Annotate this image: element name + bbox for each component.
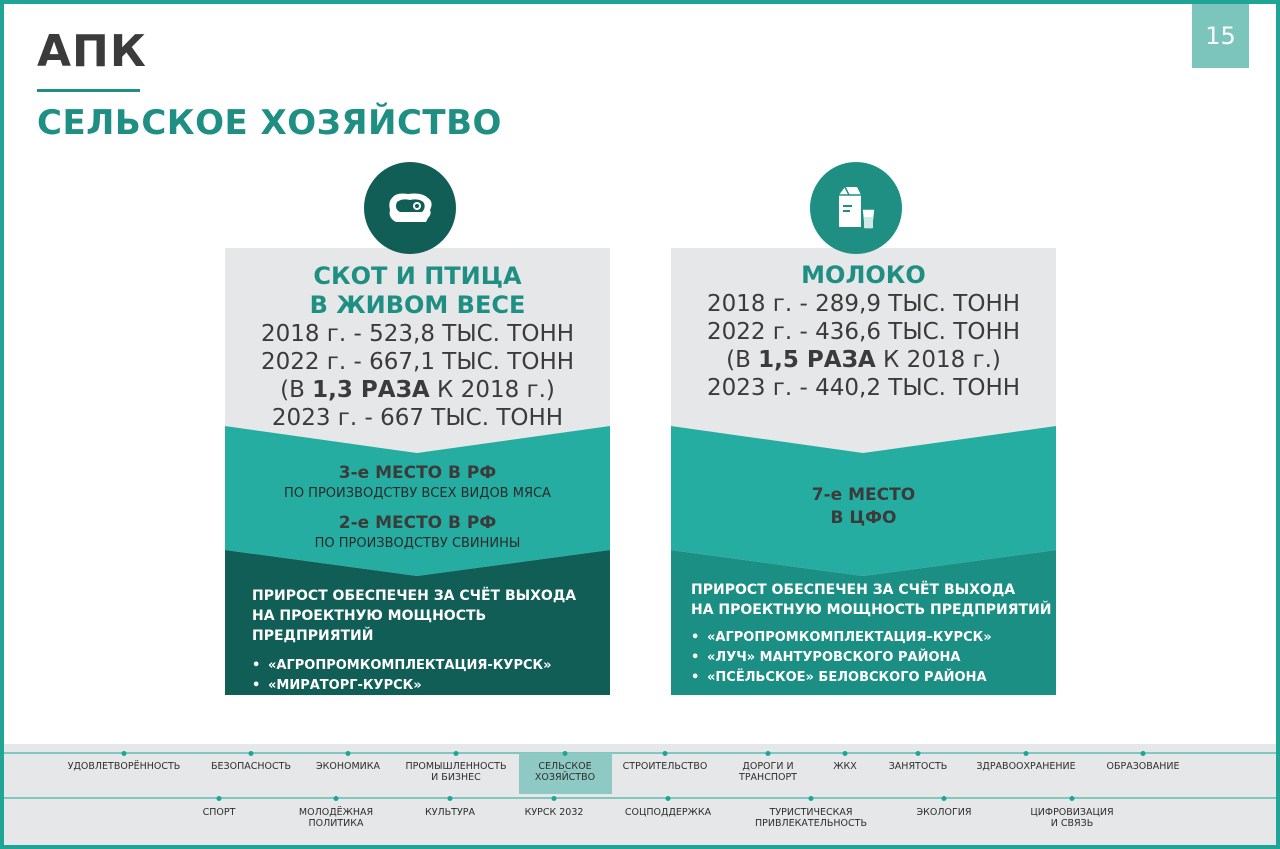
- nav-item[interactable]: [316, 761, 380, 772]
- nav-item-label: ПРОМЫШЛЕННОСТЬ: [405, 761, 507, 772]
- nav-marker-dot: [916, 751, 921, 756]
- livestock-2022: 2022 г. - 667,1 ТЫС. ТОНН: [260, 349, 575, 375]
- livestock-note-panel: [225, 550, 610, 695]
- nav-marker-dot: [663, 751, 668, 756]
- nav-item[interactable]: [425, 807, 475, 818]
- nav-item[interactable]: [889, 761, 948, 772]
- nav-item-label: СОЦПОДДЕРЖКА: [624, 807, 712, 818]
- nav-item[interactable]: [755, 807, 867, 829]
- nav-item[interactable]: [976, 761, 1075, 772]
- nav-item-label: ЗДРАВООХРАНЕНИЕ: [976, 761, 1076, 772]
- milk-2023: 2023 г. - 440,2 ТЫС. ТОНН: [706, 375, 1021, 401]
- nav-item-label: УДОВЛЕТВОРЁННОСТЬ: [67, 761, 181, 772]
- nav-item-label: ДОРОГИ И: [742, 761, 794, 772]
- milk-rank: 7-е МЕСТО: [811, 485, 916, 505]
- nav-item-label: ОБРАЗОВАНИЕ: [1106, 761, 1180, 772]
- milk-stats-panel: [671, 248, 1056, 453]
- nav-item-label: ТУРИСТИЧЕСКАЯ: [769, 807, 853, 818]
- nav-marker-dot: [809, 796, 814, 801]
- nav-item[interactable]: [535, 761, 595, 783]
- nav-timeline-bottom: [4, 797, 1276, 799]
- nav-marker-dot: [843, 751, 848, 756]
- nav-marker-dot: [552, 796, 557, 801]
- nav-marker-dot: [766, 751, 771, 756]
- nav-item[interactable]: [203, 807, 236, 818]
- livestock-rank-1: 3-е МЕСТО В РФ: [338, 463, 497, 483]
- milk-2018: 2018 г. - 289,9 ТЫС. ТОНН: [706, 291, 1021, 317]
- page-number-badge: 15: [1192, 4, 1249, 68]
- nav-item-label: СТРОИТЕЛЬСТВО: [622, 761, 708, 772]
- milk-enterprise-item: • «ЛУЧ» МАНТУРОВСКОГО РАЙОНА: [691, 650, 961, 665]
- nav-marker-dot: [122, 751, 127, 756]
- nav-item-label: КУРСК 2032: [524, 807, 584, 818]
- nav-item-label: КУЛЬТУРА: [424, 807, 476, 818]
- milk-note-line-1: ПРИРОСТ ОБЕСПЕЧЕН ЗА СЧЁТ ВЫХОДА: [691, 582, 1016, 598]
- nav-item[interactable]: [739, 761, 797, 783]
- nav-item-label: ПОЛИТИКА: [308, 818, 364, 829]
- nav-item-label: МОЛОДЁЖНАЯ: [298, 807, 374, 818]
- nav-item-label: ЦИФРОВИЗАЦИЯ: [1030, 807, 1114, 818]
- livestock-2018: 2018 г. - 523,8 ТЫС. ТОНН: [260, 321, 575, 347]
- nav-item-label: СЕЛЬСКОЕ: [538, 761, 592, 772]
- nav-item-label: ТРАНСПОРТ: [739, 772, 797, 783]
- livestock-stats-panel: [225, 248, 610, 453]
- livestock-rank-2-desc: ПО ПРОИЗВОДСТВУ СВИНИНЫ: [314, 536, 521, 551]
- livestock-enterprise-item: • «АГРОПРОМКОМПЛЕКТАЦИЯ-КУРСК»: [252, 658, 552, 673]
- livestock-2023: 2023 г. - 667 ТЫС. ТОНН: [271, 405, 564, 431]
- nav-marker-dot: [563, 751, 568, 756]
- nav-marker-dot: [249, 751, 254, 756]
- nav-item-label: СПОРТ: [202, 807, 236, 818]
- livestock-rank-1-desc: ПО ПРОИЗВОДСТВУ ВСЕХ ВИДОВ МЯСА: [284, 486, 551, 501]
- nav-item[interactable]: [833, 761, 857, 772]
- milk-enterprise-item: • «АГРОПРОМКОМПЛЕКТАЦИЯ–КУРСК»: [691, 630, 992, 645]
- nav-item[interactable]: [68, 761, 181, 772]
- milk-heading: МОЛОКО: [801, 261, 926, 289]
- milk-card: [671, 248, 1056, 695]
- milk-note-line-2: НА ПРОЕКТНУЮ МОЩНОСТЬ ПРЕДПРИЯТИЙ: [691, 602, 1052, 618]
- livestock-heading-2: В ЖИВОМ ВЕСЕ: [309, 291, 526, 319]
- nav-item[interactable]: [525, 807, 584, 818]
- nav-item-label: ЭКОНОМИКА: [315, 761, 381, 772]
- milk-rank-region: В ЦФО: [830, 508, 897, 528]
- nav-marker-dot: [1024, 751, 1029, 756]
- nav-item-label: ЖКХ: [833, 761, 857, 772]
- livestock-rank-2: 2-е МЕСТО В РФ: [338, 513, 497, 533]
- livestock-heading-1: СКОТ И ПТИЦА: [313, 262, 522, 290]
- nav-marker-dot: [346, 751, 351, 756]
- page-title: АПК: [37, 26, 147, 77]
- section-navigation: [4, 744, 1276, 845]
- nav-marker-dot: [334, 796, 339, 801]
- livestock-enterprise-item: • «МИРАТОРГ-КУРСК»: [252, 678, 422, 693]
- nav-item[interactable]: [1106, 761, 1179, 772]
- milk-growth-ratio: (В 1,5 РАЗА К 2018 г.): [726, 347, 1001, 373]
- nav-marker-dot: [448, 796, 453, 801]
- nav-item-label: ХОЗЯЙСТВО: [534, 772, 596, 783]
- milk-note-panel: [671, 550, 1056, 695]
- nav-marker-dot: [454, 751, 459, 756]
- page-subtitle: СЕЛЬСКОЕ ХОЗЯЙСТВО: [37, 103, 502, 143]
- nav-item-label: БЕЗОПАСНОСТЬ: [211, 761, 291, 772]
- nav-item-label: И СВЯЗЬ: [1050, 818, 1094, 829]
- nav-timeline-top: [4, 752, 1276, 754]
- nav-item-label: ЗАНЯТОСТЬ: [888, 761, 948, 772]
- livestock-note-line-2: НА ПРОЕКТНУЮ МОЩНОСТЬ ПРЕДПРИЯТИЙ: [252, 608, 487, 644]
- milk-carton-glass-icon: [810, 162, 902, 254]
- livestock-growth-ratio: (В 1,3 РАЗА К 2018 г.): [280, 377, 555, 403]
- nav-item[interactable]: [623, 761, 708, 772]
- nav-marker-dot: [217, 796, 222, 801]
- meat-steak-icon: [364, 162, 456, 254]
- nav-item-label: И БИЗНЕС: [431, 772, 481, 783]
- nav-item-label: ПРИВЛЕКАТЕЛЬНОСТЬ: [755, 818, 867, 829]
- milk-enterprise-item: • «ПСЁЛЬСКОЕ» БЕЛОВСКОГО РАЙОНА: [691, 670, 987, 685]
- nav-item-label: ЭКОЛОГИЯ: [916, 807, 972, 818]
- livestock-card: [225, 248, 610, 695]
- title-underline: [37, 89, 140, 92]
- nav-marker-dot: [1070, 796, 1075, 801]
- nav-item[interactable]: [625, 807, 711, 818]
- nav-marker-dot: [942, 796, 947, 801]
- nav-marker-dot: [666, 796, 671, 801]
- nav-item[interactable]: [299, 807, 373, 829]
- nav-item[interactable]: [1030, 807, 1113, 829]
- livestock-note-line-1: ПРИРОСТ ОБЕСПЕЧЕН ЗА СЧЁТ ВЫХОДА: [252, 588, 577, 604]
- nav-item[interactable]: [917, 807, 972, 818]
- nav-marker-dot: [1141, 751, 1146, 756]
- milk-2022: 2022 г. - 436,6 ТЫС. ТОНН: [706, 319, 1021, 345]
- nav-item[interactable]: [211, 761, 291, 772]
- nav-item[interactable]: [406, 761, 507, 783]
